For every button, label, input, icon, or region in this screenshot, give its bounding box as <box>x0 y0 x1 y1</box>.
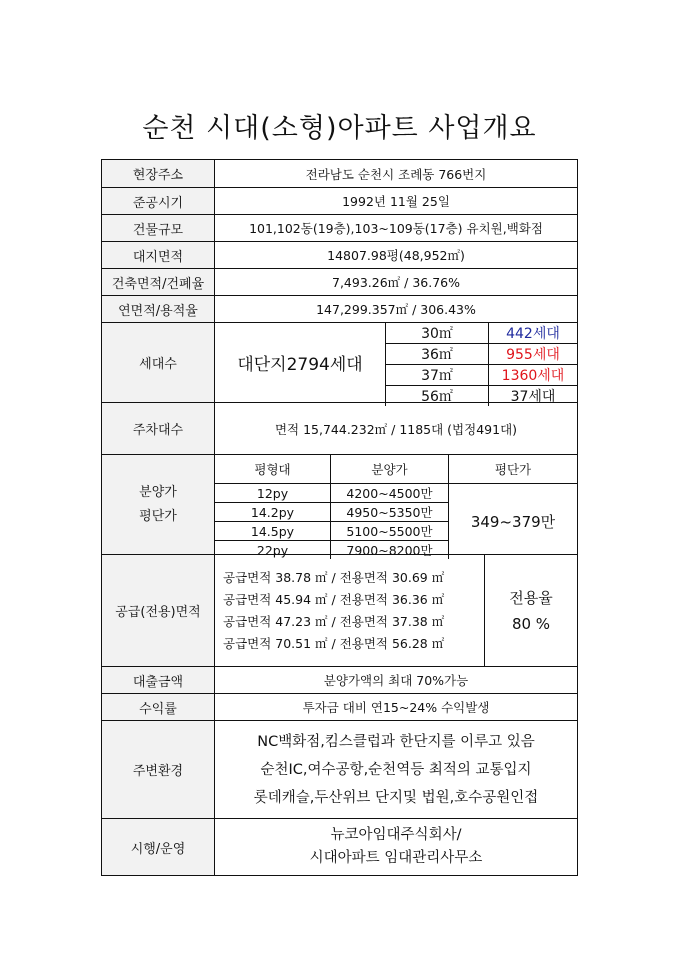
row-environment <box>102 720 577 818</box>
row-completion <box>102 187 577 214</box>
label-supply: 공급(전용)면적 <box>102 555 215 666</box>
label-operator: 시행/운영 <box>102 819 215 875</box>
households-line <box>385 364 577 385</box>
row-floor-area <box>102 295 577 322</box>
supply-ratio-label: 전용율 <box>509 588 553 607</box>
summary-table <box>101 159 578 876</box>
price-type: 14.5py <box>215 521 330 540</box>
households-count: 955세대 <box>506 347 560 363</box>
label-land-area: 대지면적 <box>102 242 215 268</box>
row-operator <box>102 818 577 875</box>
row-price <box>102 454 577 558</box>
environment-line: 롯데캐슬,두산위브 단지및 법원,호수공원인접 <box>253 789 539 806</box>
row-parking <box>102 402 577 454</box>
label-households: 세대수 <box>102 323 215 402</box>
price-type: 14.2py <box>215 502 330 521</box>
price-type: 22py <box>215 540 330 559</box>
households-total: 대단지2794세대 <box>237 355 363 375</box>
price-range: 4950~5350만 <box>330 502 448 521</box>
price-range: 5100~5500만 <box>330 521 448 540</box>
label-parking: 주차대수 <box>102 403 215 454</box>
row-address <box>102 160 577 187</box>
label-building-area: 건축면적/건폐율 <box>102 269 215 295</box>
supply-line: 공급면적 38.78 ㎡ / 전용면적 30.69 ㎡ <box>223 569 445 585</box>
households-line <box>385 343 577 364</box>
row-building-area <box>102 268 577 295</box>
value-land-area: 14807.98평(48,952㎡) <box>327 248 465 263</box>
value-floor-area: 147,299.357㎡ / 306.43% <box>316 302 476 317</box>
households-line <box>385 323 577 343</box>
households-count: 1360세대 <box>501 368 565 384</box>
supply-line: 공급면적 47.23 ㎡ / 전용면적 37.38 ㎡ <box>223 613 445 629</box>
label-floor-area: 연면적/용적율 <box>102 296 215 322</box>
value-completion: 1992년 11월 25일 <box>342 194 450 209</box>
price-table <box>215 455 577 558</box>
page-title: 순천 시대(소형)아파트 사업개요 <box>142 113 537 144</box>
label-price-line1: 분양가 <box>139 484 177 500</box>
supply-ratio-value: 80 % <box>511 614 551 633</box>
label-loan: 대출금액 <box>102 667 215 693</box>
row-loan <box>102 666 577 693</box>
value-households <box>215 323 577 405</box>
price-type: 12py <box>215 483 330 502</box>
label-completion: 준공시기 <box>102 188 215 214</box>
value-loan: 분양가액의 최대 70%가능 <box>323 673 469 688</box>
label-environment: 주변환경 <box>102 721 215 818</box>
label-price <box>102 455 215 554</box>
households-size: 37㎡ <box>385 365 489 385</box>
operator-line: 뉴코아임대주식회사/ <box>330 827 462 843</box>
value-address: 전라남도 순천시 조례동 766번지 <box>305 166 487 182</box>
supply-list <box>215 555 485 666</box>
households-count: 442세대 <box>506 326 560 342</box>
households-size: 30㎡ <box>385 323 489 343</box>
environment-line: NC백화점,킴스클럽과 한단지를 이루고 있음 <box>257 733 535 750</box>
households-size: 56㎡ <box>385 386 489 406</box>
price-range: 7900~8200만 <box>330 540 448 559</box>
households-size: 36㎡ <box>385 344 489 364</box>
row-yield <box>102 693 577 720</box>
label-scale: 건물규모 <box>102 215 215 241</box>
label-address: 현장주소 <box>102 160 215 187</box>
environment-line: 순천IC,여수공항,순천역등 최적의 교통입지 <box>260 761 532 778</box>
value-environment <box>215 721 577 818</box>
operator-line: 시대아파트 임대관리사무소 <box>309 850 483 866</box>
row-households <box>102 322 577 405</box>
value-yield: 투자금 대비 연15~24% 수익발생 <box>302 700 490 715</box>
supply-line: 공급면적 45.94 ㎡ / 전용면적 36.36 ㎡ <box>223 591 445 607</box>
supply-line: 공급면적 70.51 ㎡ / 전용면적 56.28 ㎡ <box>223 635 445 651</box>
price-header: 평형대 <box>254 462 291 477</box>
value-scale: 101,102동(19층),103~109동(17층) 유치원,백화점 <box>249 221 543 236</box>
value-building-area: 7,493.26㎡ / 36.76% <box>332 275 460 290</box>
supply-ratio <box>485 555 577 666</box>
price-per-pyeong: 349~379만 <box>448 483 577 559</box>
households-breakdown <box>385 323 577 405</box>
value-supply <box>215 555 577 666</box>
row-supply <box>102 554 577 666</box>
price-header: 분양가 <box>330 455 448 483</box>
value-operator <box>215 819 577 875</box>
price-header: 평단가 <box>448 455 577 483</box>
label-price-line2: 평단가 <box>139 508 177 524</box>
row-scale <box>102 214 577 241</box>
value-parking: 면적 15,744.232㎡ / 1185대 (법정491대) <box>274 421 518 437</box>
households-count: 37세대 <box>510 389 556 405</box>
row-land-area <box>102 241 577 268</box>
label-yield: 수익률 <box>102 694 215 720</box>
price-range: 4200~4500만 <box>330 483 448 502</box>
